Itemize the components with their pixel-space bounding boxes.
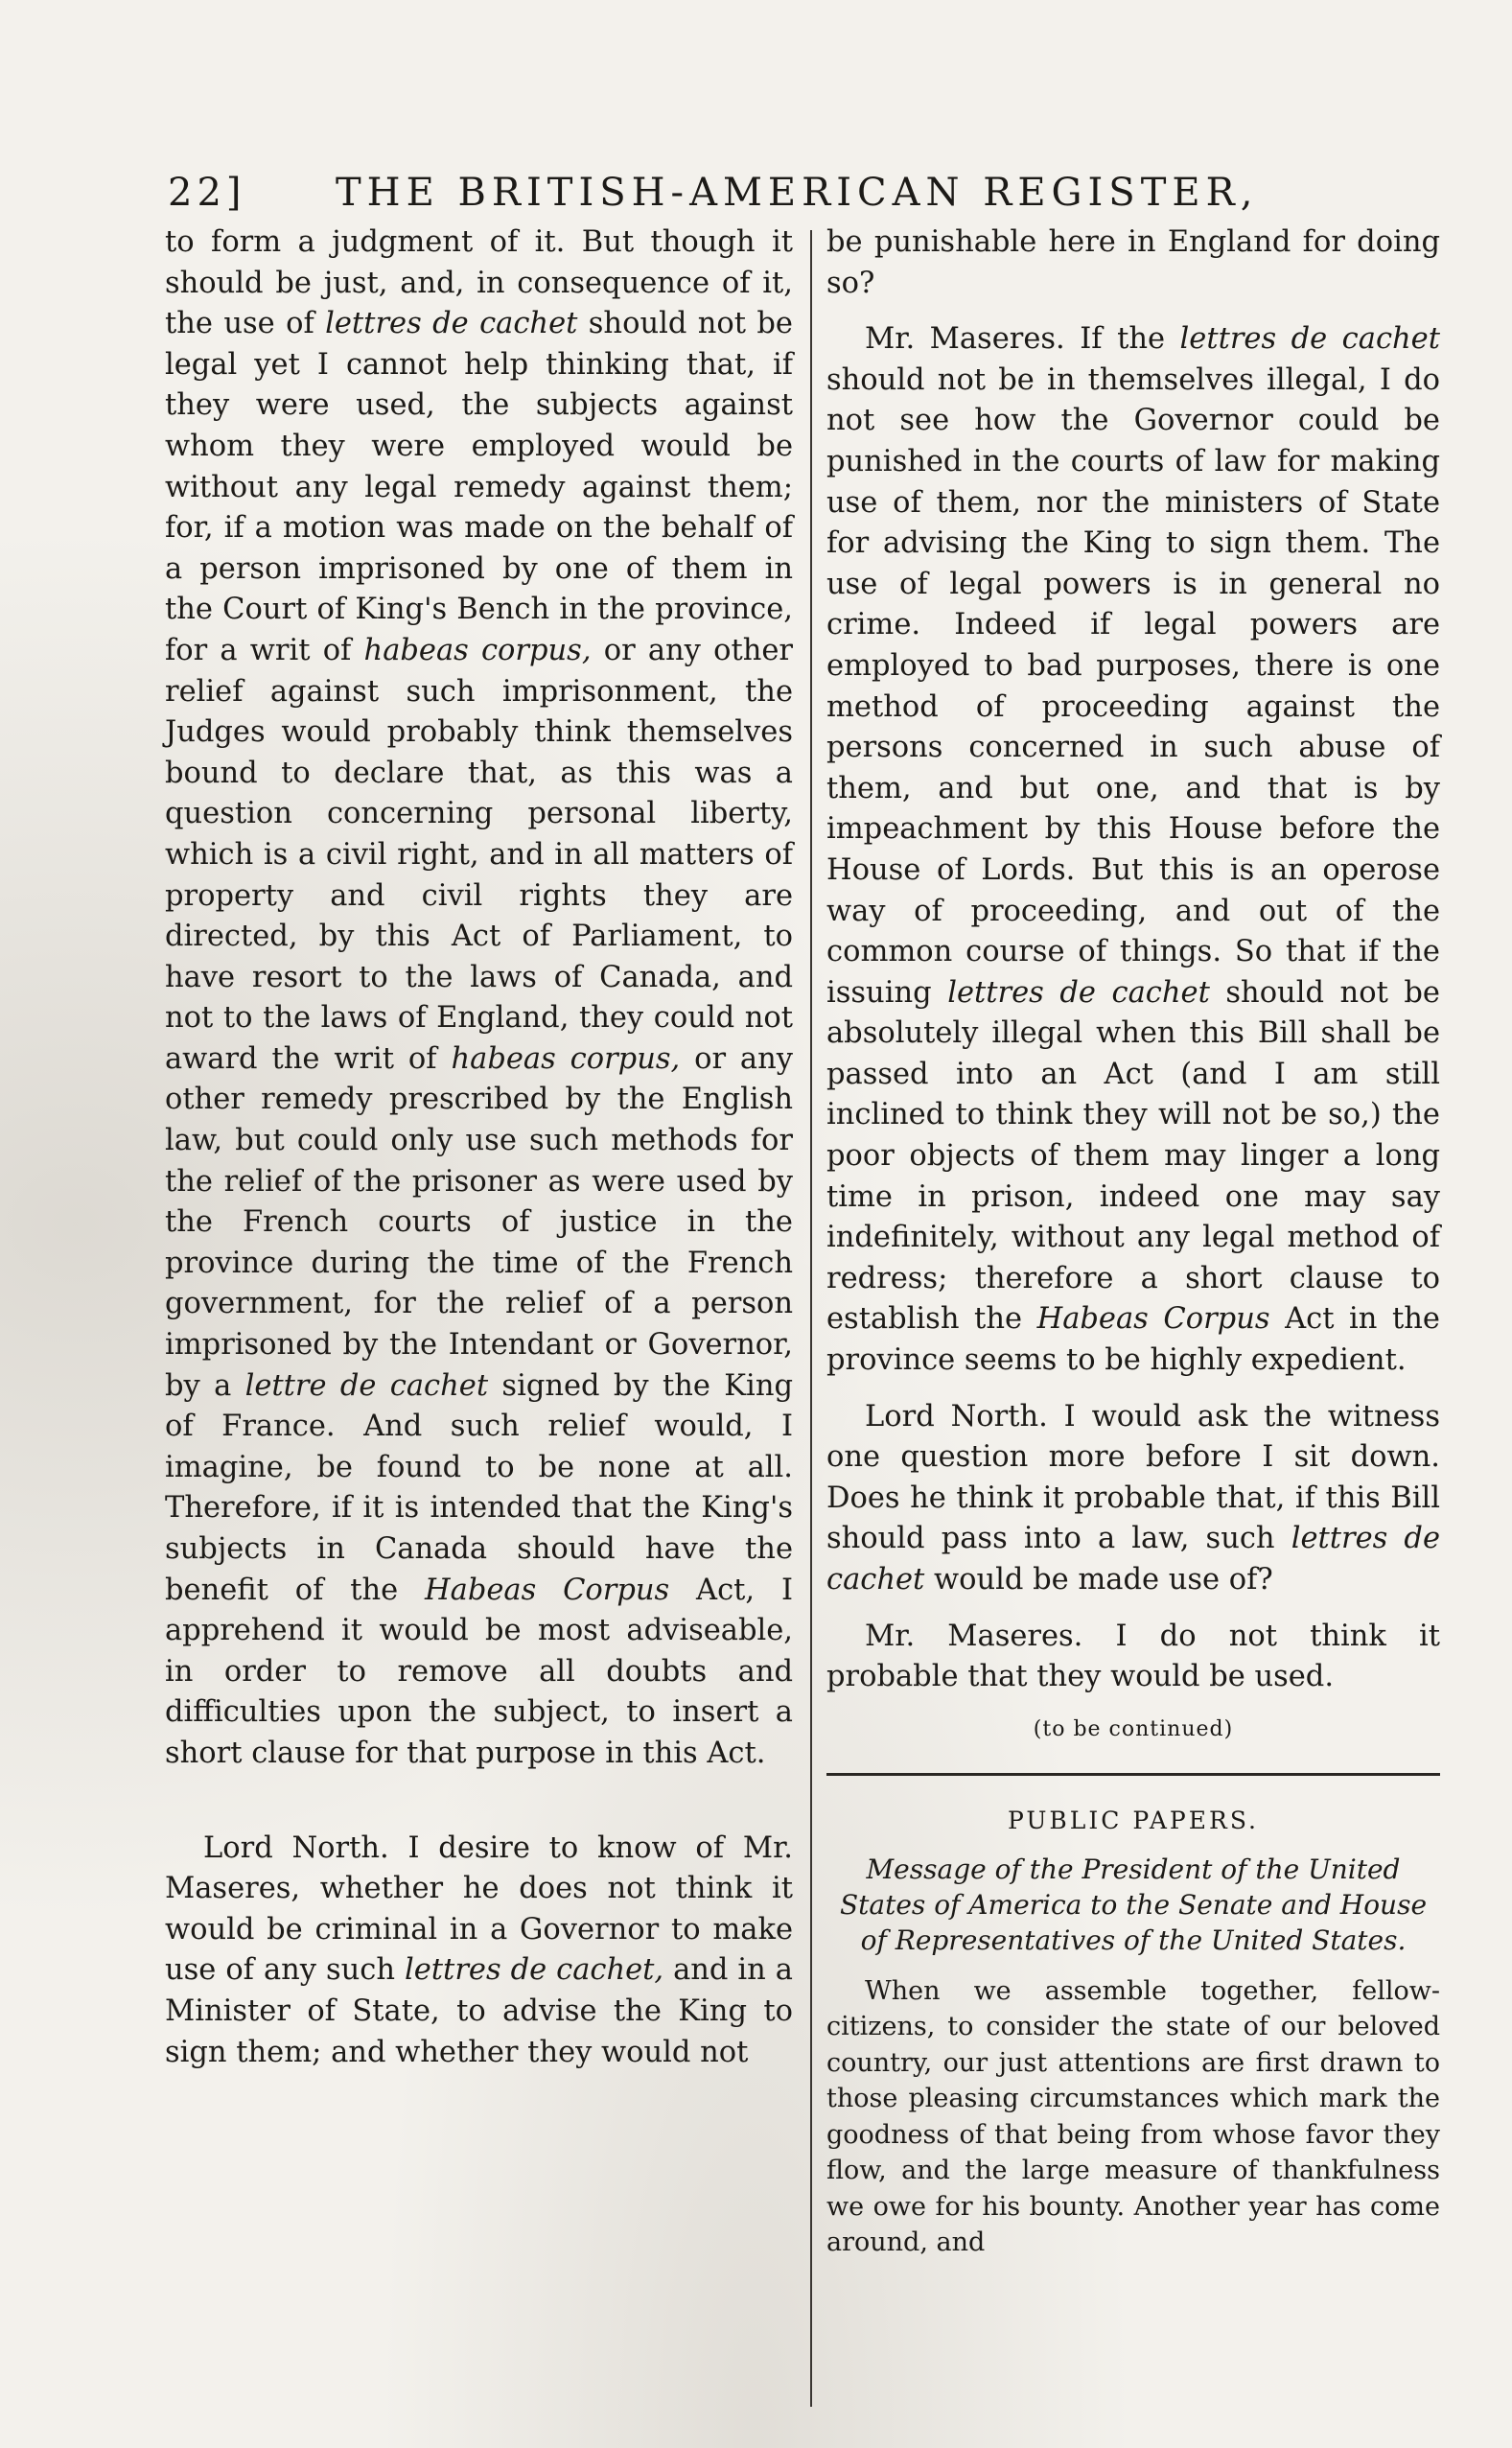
- italic-term: lettre de cachet: [244, 1368, 489, 1403]
- page-number: 22]: [168, 171, 246, 215]
- text-span: should not be legal yet I cannot help thinking that, if they were used, the subjects against whom they were employed would be without any legal remedy against them; for, if a motion was made on the behalf of a person imprisoned by one of them in the Court of King's Bench in the province, for a writ of: [165, 307, 793, 667]
- italic-term: Habeas Corpus: [425, 1573, 670, 1607]
- column-divider: [810, 230, 812, 2407]
- italic-term: lettres de cachet,: [405, 1953, 664, 1988]
- continued-note: (to be continued): [1033, 1716, 1234, 1741]
- italic-term: habeas corpus,: [363, 633, 592, 667]
- page-header: [168, 171, 1443, 228]
- right-column: [826, 222, 1440, 2261]
- right-paragraph-4: Mr. Maseres. I do not think it probable that they would be used.: [826, 1619, 1440, 1694]
- text-span: signed by the King of France. And such relief would, I imagine, be found to be none at all. Therefore, if it is intended that the King's subjects in Canada should have the benefit of the: [165, 1368, 793, 1607]
- left-paragraph-2: [165, 1829, 793, 2074]
- section-divider: [826, 1773, 1440, 1776]
- running-title: THE BRITISH-AMERICAN REGISTER,: [336, 171, 1259, 215]
- text-span: Lord North. I would ask the witness one question more before I sit down. Does he think it probable that, if this Bill should pass into a law, such: [826, 1399, 1440, 1556]
- text-span: Lord North. I desire to know of Mr. Maseres, whether he does not think it would be criminal in a Governor to make use of any such: [165, 1830, 793, 1988]
- left-paragraph-1: [165, 222, 793, 1775]
- text-span: Act in the province seems to be highly expedient.: [826, 1302, 1440, 1378]
- italic-term: lettres de cachet: [826, 1522, 1441, 1597]
- italic-term: lettres de cachet: [1179, 322, 1440, 357]
- italic-term: lettres de cachet: [947, 975, 1210, 1010]
- left-column: [165, 222, 793, 2073]
- text-span: would be made use of?: [924, 1563, 1273, 1597]
- text-span: Act, I apprehend it would be most adviseable, in order to remove all doubts and difficulties upon the subject, to insert a short clause for that purpose in this Act.: [165, 1573, 793, 1770]
- italic-term: Habeas Corpus: [1036, 1302, 1270, 1337]
- italic-term: lettres de cachet: [325, 307, 578, 341]
- section-title: PUBLIC PAPERS.: [1007, 1807, 1260, 1835]
- text-span: or any other relief against such imprisonment, the Judges would probably think themselves bound to declare that, as this was a question concerning personal liberty, which is a civil right, and in all matters of property and civil rights they are directed, by this Act of Parliament, to have resort to the laws of Canada, and not to the laws of England, they could not award the writ of: [165, 633, 794, 1076]
- message-body: When we assemble together, fellow-citizens, to consider the state of our beloved country, our just attentions are first drawn to those pleasing circumstances which mark the goodness of that being from whose favor they flow, and the large measure of thankfulness we owe for his bounty. Another year has come around, and: [826, 1975, 1440, 2258]
- italic-term: habeas corpus,: [451, 1041, 681, 1076]
- right-paragraph-2: [826, 319, 1440, 1381]
- text-span: Mr. Maseres. If the: [865, 322, 1180, 357]
- text-span: should not be in themselves illegal, I do not see how the Governor could be punished in the courts of law for making use of them, nor the ministers of State for advising the King to sign them. The use of legal powers is in general no crime. Indeed if legal powers are employed to bad purposes, there is one method of proceeding against the persons concerned in such abuse of them, and but one, and that is by impeachment by this House before the House of Lords. But this is an operose way of proceeding, and out of the common course of things. So that if the issuing: [826, 362, 1440, 1010]
- right-paragraph-3: [826, 1397, 1440, 1601]
- text-span: should not be absolutely illegal when this Bill shall be passed into an Act (and I am still inclined to think they will not be so,) the poor objects of them may linger a long time in prison, indeed one may say indefinitely, without any legal method of redress; therefore a short clause to establish the: [826, 975, 1440, 1337]
- message-title: Message of the President of the United States of America to the Senate and House of Representatives of the United States.: [839, 1853, 1428, 1956]
- text-span: or any other remedy prescribed by the English law, but could only use such methods for the relief of the prisoner as were used by the French courts of justice in the province during the time of the French government, for the relief of a person imprisoned by the Intendant or Governor, by a: [165, 1041, 793, 1403]
- text-span: to form a judgment of it. But though it should be just, and, in consequence of it, the use of: [165, 225, 793, 341]
- right-paragraph-1: be punishable here in England for doing so?: [826, 225, 1440, 300]
- text-span: and in a Minister of State, to advise the King to sign them; and whether they would not: [165, 1953, 793, 2069]
